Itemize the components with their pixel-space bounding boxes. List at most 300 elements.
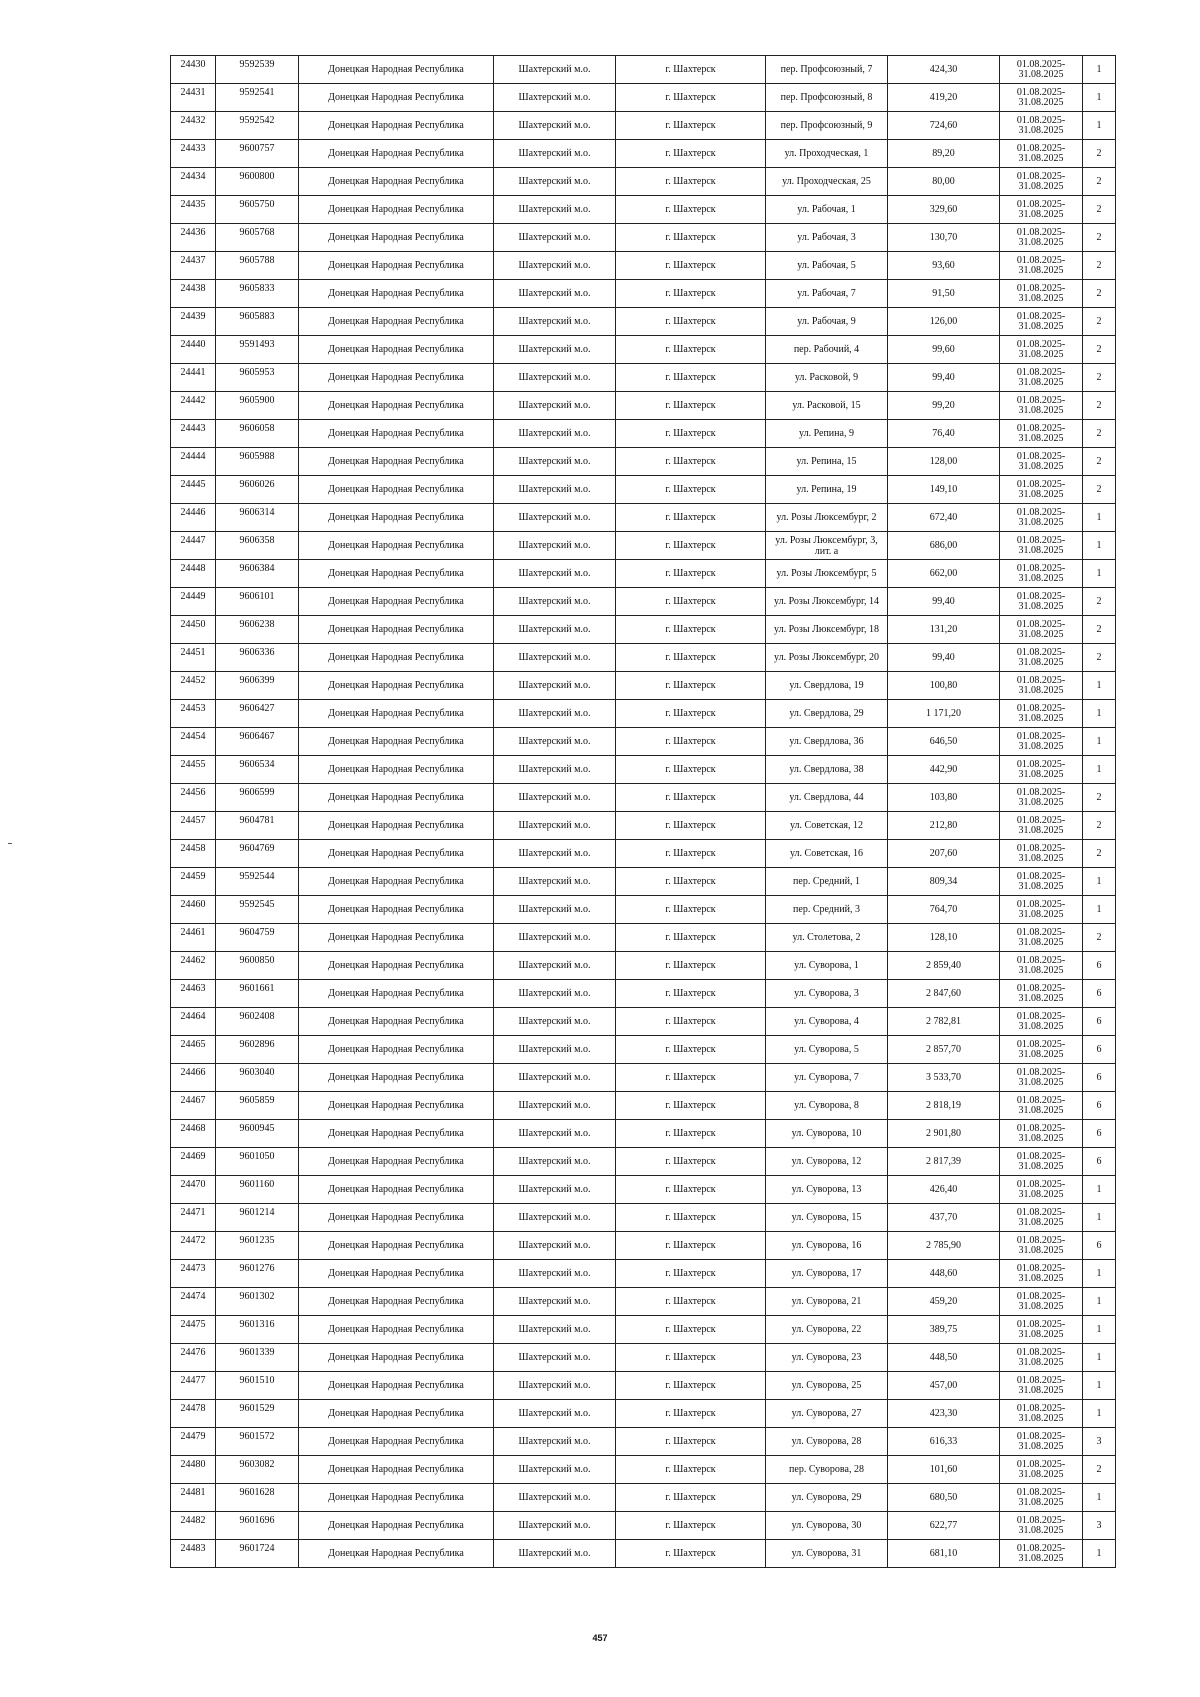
city-cell: г. Шахтерск [616,1512,766,1540]
table-row [171,756,1116,784]
row-number-cell: 24476 [171,1344,216,1372]
area-cell: 448,50 [888,1344,1000,1372]
area-cell: 329,60 [888,196,1000,224]
table-row [171,980,1116,1008]
count-cell: 2 [1083,196,1116,224]
municipality-cell: Шахтерский м.о. [494,168,616,196]
table-row [171,840,1116,868]
address-cell: пер. Средний, 3 [766,896,888,924]
table-row [171,168,1116,196]
count-cell: 2 [1083,924,1116,952]
count-cell: 2 [1083,784,1116,812]
area-cell: 93,60 [888,252,1000,280]
table-row [171,812,1116,840]
municipality-cell: Шахтерский м.о. [494,896,616,924]
address-cell: ул. Суворова, 29 [766,1484,888,1512]
count-cell: 1 [1083,672,1116,700]
row-number-cell: 24475 [171,1316,216,1344]
table-row [171,896,1116,924]
period-cell: 01.08.2025-31.08.2025 [1000,896,1083,924]
period-cell: 01.08.2025-31.08.2025 [1000,756,1083,784]
row-number-cell: 24444 [171,448,216,476]
city-cell: г. Шахтерск [616,1148,766,1176]
area-cell: 448,60 [888,1260,1000,1288]
address-cell: ул. Розы Люксембург, 3, лит. а [766,532,888,560]
table-row [171,1456,1116,1484]
period-cell: 01.08.2025-31.08.2025 [1000,1372,1083,1400]
area-cell: 646,50 [888,728,1000,756]
city-cell: г. Шахтерск [616,420,766,448]
municipality-cell: Шахтерский м.о. [494,812,616,840]
object-code-cell: 9592539 [216,56,299,84]
city-cell: г. Шахтерск [616,308,766,336]
municipality-cell: Шахтерский м.о. [494,112,616,140]
city-cell: г. Шахтерск [616,1260,766,1288]
table-row [171,560,1116,588]
city-cell: г. Шахтерск [616,1232,766,1260]
table-row [171,616,1116,644]
municipality-cell: Шахтерский м.о. [494,1064,616,1092]
period-cell: 01.08.2025-31.08.2025 [1000,868,1083,896]
object-code-cell: 9605833 [216,280,299,308]
city-cell: г. Шахтерск [616,448,766,476]
page-number: 457 [592,1633,608,1643]
area-cell: 99,20 [888,392,1000,420]
row-number-cell: 24460 [171,896,216,924]
count-cell: 2 [1083,140,1116,168]
municipality-cell: Шахтерский м.о. [494,252,616,280]
object-code-cell: 9592541 [216,84,299,112]
address-cell: ул. Расковой, 9 [766,364,888,392]
count-cell: 1 [1083,1260,1116,1288]
count-cell: 2 [1083,364,1116,392]
municipality-cell: Шахтерский м.о. [494,840,616,868]
period-cell: 01.08.2025-31.08.2025 [1000,504,1083,532]
address-cell: ул. Суворова, 4 [766,1008,888,1036]
count-cell: 1 [1083,700,1116,728]
area-cell: 80,00 [888,168,1000,196]
region-cell: Донецкая Народная Республика [299,896,494,924]
object-code-cell: 9601160 [216,1176,299,1204]
region-cell: Донецкая Народная Республика [299,980,494,1008]
count-cell: 1 [1083,1400,1116,1428]
count-cell: 6 [1083,952,1116,980]
city-cell: г. Шахтерск [616,924,766,952]
address-cell: ул. Репина, 15 [766,448,888,476]
region-cell: Донецкая Народная Республика [299,1036,494,1064]
area-cell: 424,30 [888,56,1000,84]
city-cell: г. Шахтерск [616,1456,766,1484]
period-cell: 01.08.2025-31.08.2025 [1000,784,1083,812]
count-cell: 6 [1083,1036,1116,1064]
municipality-cell: Шахтерский м.о. [494,952,616,980]
city-cell: г. Шахтерск [616,672,766,700]
region-cell: Донецкая Народная Республика [299,1316,494,1344]
area-cell: 103,80 [888,784,1000,812]
region-cell: Донецкая Народная Республика [299,140,494,168]
period-cell: 01.08.2025-31.08.2025 [1000,420,1083,448]
municipality-cell: Шахтерский м.о. [494,588,616,616]
period-cell: 01.08.2025-31.08.2025 [1000,1316,1083,1344]
object-code-cell: 9606399 [216,672,299,700]
region-cell: Донецкая Народная Республика [299,644,494,672]
count-cell: 1 [1083,560,1116,588]
row-number-cell: 24461 [171,924,216,952]
period-cell: 01.08.2025-31.08.2025 [1000,616,1083,644]
object-code-cell: 9601276 [216,1260,299,1288]
region-cell: Донецкая Народная Республика [299,168,494,196]
period-cell: 01.08.2025-31.08.2025 [1000,700,1083,728]
period-cell: 01.08.2025-31.08.2025 [1000,588,1083,616]
period-cell: 01.08.2025-31.08.2025 [1000,224,1083,252]
area-cell: 207,60 [888,840,1000,868]
period-cell: 01.08.2025-31.08.2025 [1000,56,1083,84]
table-row [171,420,1116,448]
region-cell: Донецкая Народная Республика [299,1540,494,1568]
object-code-cell: 9605750 [216,196,299,224]
region-cell: Донецкая Народная Республика [299,336,494,364]
period-cell: 01.08.2025-31.08.2025 [1000,476,1083,504]
region-cell: Донецкая Народная Республика [299,812,494,840]
region-cell: Донецкая Народная Республика [299,56,494,84]
area-cell: 2 782,81 [888,1008,1000,1036]
row-number-cell: 24478 [171,1400,216,1428]
municipality-cell: Шахтерский м.о. [494,728,616,756]
count-cell: 6 [1083,980,1116,1008]
period-cell: 01.08.2025-31.08.2025 [1000,840,1083,868]
city-cell: г. Шахтерск [616,1400,766,1428]
object-code-cell: 9605768 [216,224,299,252]
area-cell: 437,70 [888,1204,1000,1232]
address-cell: пер. Профсоюзный, 8 [766,84,888,112]
municipality-cell: Шахтерский м.о. [494,924,616,952]
count-cell: 6 [1083,1064,1116,1092]
period-cell: 01.08.2025-31.08.2025 [1000,952,1083,980]
municipality-cell: Шахтерский м.о. [494,1036,616,1064]
period-cell: 01.08.2025-31.08.2025 [1000,1512,1083,1540]
area-cell: 131,20 [888,616,1000,644]
table-row [171,1484,1116,1512]
city-cell: г. Шахтерск [616,868,766,896]
table-row [171,728,1116,756]
address-cell: ул. Суворова, 16 [766,1232,888,1260]
table-row [171,924,1116,952]
municipality-cell: Шахтерский м.о. [494,56,616,84]
object-code-cell: 9606599 [216,784,299,812]
count-cell: 1 [1083,1484,1116,1512]
table-row [171,308,1116,336]
object-code-cell: 9592545 [216,896,299,924]
city-cell: г. Шахтерск [616,784,766,812]
period-cell: 01.08.2025-31.08.2025 [1000,1428,1083,1456]
count-cell: 2 [1083,1456,1116,1484]
object-code-cell: 9605988 [216,448,299,476]
area-cell: 426,40 [888,1176,1000,1204]
count-cell: 2 [1083,308,1116,336]
area-cell: 3 533,70 [888,1064,1000,1092]
period-cell: 01.08.2025-31.08.2025 [1000,644,1083,672]
object-code-cell: 9605788 [216,252,299,280]
table-row [171,1372,1116,1400]
address-cell: ул. Розы Люксембург, 2 [766,504,888,532]
area-cell: 99,40 [888,588,1000,616]
period-cell: 01.08.2025-31.08.2025 [1000,1204,1083,1232]
municipality-cell: Шахтерский м.о. [494,1176,616,1204]
table-row [171,448,1116,476]
city-cell: г. Шахтерск [616,812,766,840]
area-cell: 126,00 [888,308,1000,336]
row-number-cell: 24439 [171,308,216,336]
object-code-cell: 9604781 [216,812,299,840]
municipality-cell: Шахтерский м.о. [494,448,616,476]
municipality-cell: Шахтерский м.о. [494,196,616,224]
table-row [171,1512,1116,1540]
city-cell: г. Шахтерск [616,840,766,868]
count-cell: 6 [1083,1120,1116,1148]
count-cell: 2 [1083,252,1116,280]
period-cell: 01.08.2025-31.08.2025 [1000,672,1083,700]
address-cell: ул. Суворова, 28 [766,1428,888,1456]
city-cell: г. Шахтерск [616,1092,766,1120]
municipality-cell: Шахтерский м.о. [494,336,616,364]
city-cell: г. Шахтерск [616,1064,766,1092]
object-code-cell: 9601316 [216,1316,299,1344]
count-cell: 1 [1083,1204,1116,1232]
address-cell: ул. Суворова, 30 [766,1512,888,1540]
address-cell: ул. Свердлова, 38 [766,756,888,784]
region-cell: Донецкая Народная Республика [299,448,494,476]
period-cell: 01.08.2025-31.08.2025 [1000,1120,1083,1148]
area-cell: 100,80 [888,672,1000,700]
row-number-cell: 24459 [171,868,216,896]
region-cell: Донецкая Народная Республика [299,1288,494,1316]
row-number-cell: 24451 [171,644,216,672]
count-cell: 1 [1083,56,1116,84]
address-cell: ул. Суворова, 1 [766,952,888,980]
object-code-cell: 9606427 [216,700,299,728]
row-number-cell: 24436 [171,224,216,252]
object-code-cell: 9606384 [216,560,299,588]
row-number-cell: 24466 [171,1064,216,1092]
region-cell: Донецкая Народная Республика [299,1232,494,1260]
region-cell: Донецкая Народная Республика [299,1148,494,1176]
row-number-cell: 24462 [171,952,216,980]
table-row [171,1092,1116,1120]
period-cell: 01.08.2025-31.08.2025 [1000,1036,1083,1064]
address-cell: пер. Суворова, 28 [766,1456,888,1484]
count-cell: 2 [1083,588,1116,616]
row-number-cell: 24440 [171,336,216,364]
period-cell: 01.08.2025-31.08.2025 [1000,1484,1083,1512]
area-cell: 616,33 [888,1428,1000,1456]
object-code-cell: 9603082 [216,1456,299,1484]
table-row [171,1008,1116,1036]
area-cell: 128,10 [888,924,1000,952]
area-cell: 212,80 [888,812,1000,840]
period-cell: 01.08.2025-31.08.2025 [1000,1540,1083,1568]
object-code-cell: 9606467 [216,728,299,756]
city-cell: г. Шахтерск [616,392,766,420]
object-code-cell: 9601661 [216,980,299,1008]
area-cell: 1 171,20 [888,700,1000,728]
object-code-cell: 9600945 [216,1120,299,1148]
row-number-cell: 24469 [171,1148,216,1176]
row-number-cell: 24447 [171,532,216,560]
region-cell: Донецкая Народная Республика [299,952,494,980]
area-cell: 724,60 [888,112,1000,140]
period-cell: 01.08.2025-31.08.2025 [1000,1456,1083,1484]
table-row [171,1232,1116,1260]
region-cell: Донецкая Народная Республика [299,1372,494,1400]
area-cell: 2 785,90 [888,1232,1000,1260]
city-cell: г. Шахтерск [616,364,766,392]
address-cell: ул. Рабочая, 7 [766,280,888,308]
area-cell: 2 859,40 [888,952,1000,980]
address-cell: ул. Проходческая, 25 [766,168,888,196]
row-number-cell: 24474 [171,1288,216,1316]
table-row [171,1148,1116,1176]
region-cell: Донецкая Народная Республика [299,1512,494,1540]
area-cell: 764,70 [888,896,1000,924]
area-cell: 423,30 [888,1400,1000,1428]
municipality-cell: Шахтерский м.о. [494,532,616,560]
count-cell: 2 [1083,840,1116,868]
region-cell: Донецкая Народная Республика [299,224,494,252]
address-cell: ул. Суворова, 7 [766,1064,888,1092]
table-row [171,280,1116,308]
area-cell: 91,50 [888,280,1000,308]
region-cell: Донецкая Народная Республика [299,308,494,336]
area-cell: 680,50 [888,1484,1000,1512]
area-cell: 2 901,80 [888,1120,1000,1148]
period-cell: 01.08.2025-31.08.2025 [1000,280,1083,308]
region-cell: Донецкая Народная Республика [299,504,494,532]
object-code-cell: 9601572 [216,1428,299,1456]
area-cell: 681,10 [888,1540,1000,1568]
address-cell: ул. Суворова, 8 [766,1092,888,1120]
city-cell: г. Шахтерск [616,252,766,280]
row-number-cell: 24438 [171,280,216,308]
count-cell: 1 [1083,532,1116,560]
area-cell: 672,40 [888,504,1000,532]
address-cell: ул. Рабочая, 5 [766,252,888,280]
registry-table [170,55,1116,1568]
address-cell: ул. Суворова, 23 [766,1344,888,1372]
period-cell: 01.08.2025-31.08.2025 [1000,392,1083,420]
count-cell: 6 [1083,1092,1116,1120]
municipality-cell: Шахтерский м.о. [494,1344,616,1372]
table-row [171,140,1116,168]
city-cell: г. Шахтерск [616,1176,766,1204]
city-cell: г. Шахтерск [616,1288,766,1316]
area-cell: 457,00 [888,1372,1000,1400]
region-cell: Донецкая Народная Республика [299,1008,494,1036]
count-cell: 2 [1083,392,1116,420]
period-cell: 01.08.2025-31.08.2025 [1000,560,1083,588]
region-cell: Донецкая Народная Республика [299,532,494,560]
table-row [171,1400,1116,1428]
region-cell: Донецкая Народная Республика [299,672,494,700]
table-row [171,504,1116,532]
object-code-cell: 9606314 [216,504,299,532]
count-cell: 1 [1083,84,1116,112]
table-row [171,644,1116,672]
count-cell: 1 [1083,1344,1116,1372]
city-cell: г. Шахтерск [616,1316,766,1344]
count-cell: 3 [1083,1428,1116,1456]
address-cell: ул. Рабочая, 3 [766,224,888,252]
count-cell: 2 [1083,168,1116,196]
object-code-cell: 9606358 [216,532,299,560]
row-number-cell: 24443 [171,420,216,448]
city-cell: г. Шахтерск [616,700,766,728]
count-cell: 6 [1083,1008,1116,1036]
object-code-cell: 9605859 [216,1092,299,1120]
city-cell: г. Шахтерск [616,504,766,532]
object-code-cell: 9592542 [216,112,299,140]
row-number-cell: 24482 [171,1512,216,1540]
region-cell: Донецкая Народная Республика [299,784,494,812]
table-row [171,1288,1116,1316]
address-cell: ул. Суворова, 21 [766,1288,888,1316]
row-number-cell: 24458 [171,840,216,868]
period-cell: 01.08.2025-31.08.2025 [1000,1008,1083,1036]
row-number-cell: 24465 [171,1036,216,1064]
period-cell: 01.08.2025-31.08.2025 [1000,1232,1083,1260]
area-cell: 2 847,60 [888,980,1000,1008]
address-cell: ул. Свердлова, 29 [766,700,888,728]
period-cell: 01.08.2025-31.08.2025 [1000,1260,1083,1288]
count-cell: 1 [1083,1176,1116,1204]
area-cell: 76,40 [888,420,1000,448]
period-cell: 01.08.2025-31.08.2025 [1000,252,1083,280]
area-cell: 686,00 [888,532,1000,560]
municipality-cell: Шахтерский м.о. [494,1008,616,1036]
city-cell: г. Шахтерск [616,560,766,588]
city-cell: г. Шахтерск [616,168,766,196]
table-row [171,588,1116,616]
object-code-cell: 9601235 [216,1232,299,1260]
object-code-cell: 9601628 [216,1484,299,1512]
municipality-cell: Шахтерский м.о. [494,1120,616,1148]
object-code-cell: 9601214 [216,1204,299,1232]
count-cell: 1 [1083,1372,1116,1400]
municipality-cell: Шахтерский м.о. [494,1484,616,1512]
city-cell: г. Шахтерск [616,84,766,112]
row-number-cell: 24435 [171,196,216,224]
municipality-cell: Шахтерский м.о. [494,1148,616,1176]
city-cell: г. Шахтерск [616,588,766,616]
table-row [171,252,1116,280]
municipality-cell: Шахтерский м.о. [494,1400,616,1428]
count-cell: 2 [1083,420,1116,448]
object-code-cell: 9606534 [216,756,299,784]
municipality-cell: Шахтерский м.о. [494,1540,616,1568]
city-cell: г. Шахтерск [616,532,766,560]
period-cell: 01.08.2025-31.08.2025 [1000,308,1083,336]
region-cell: Донецкая Народная Республика [299,364,494,392]
row-number-cell: 24452 [171,672,216,700]
period-cell: 01.08.2025-31.08.2025 [1000,1092,1083,1120]
region-cell: Донецкая Народная Республика [299,560,494,588]
table-body [171,56,1116,1568]
object-code-cell: 9601339 [216,1344,299,1372]
area-cell: 622,77 [888,1512,1000,1540]
table-row [171,56,1116,84]
city-cell: г. Шахтерск [616,112,766,140]
row-number-cell: 24464 [171,1008,216,1036]
address-cell: ул. Розы Люксембург, 14 [766,588,888,616]
